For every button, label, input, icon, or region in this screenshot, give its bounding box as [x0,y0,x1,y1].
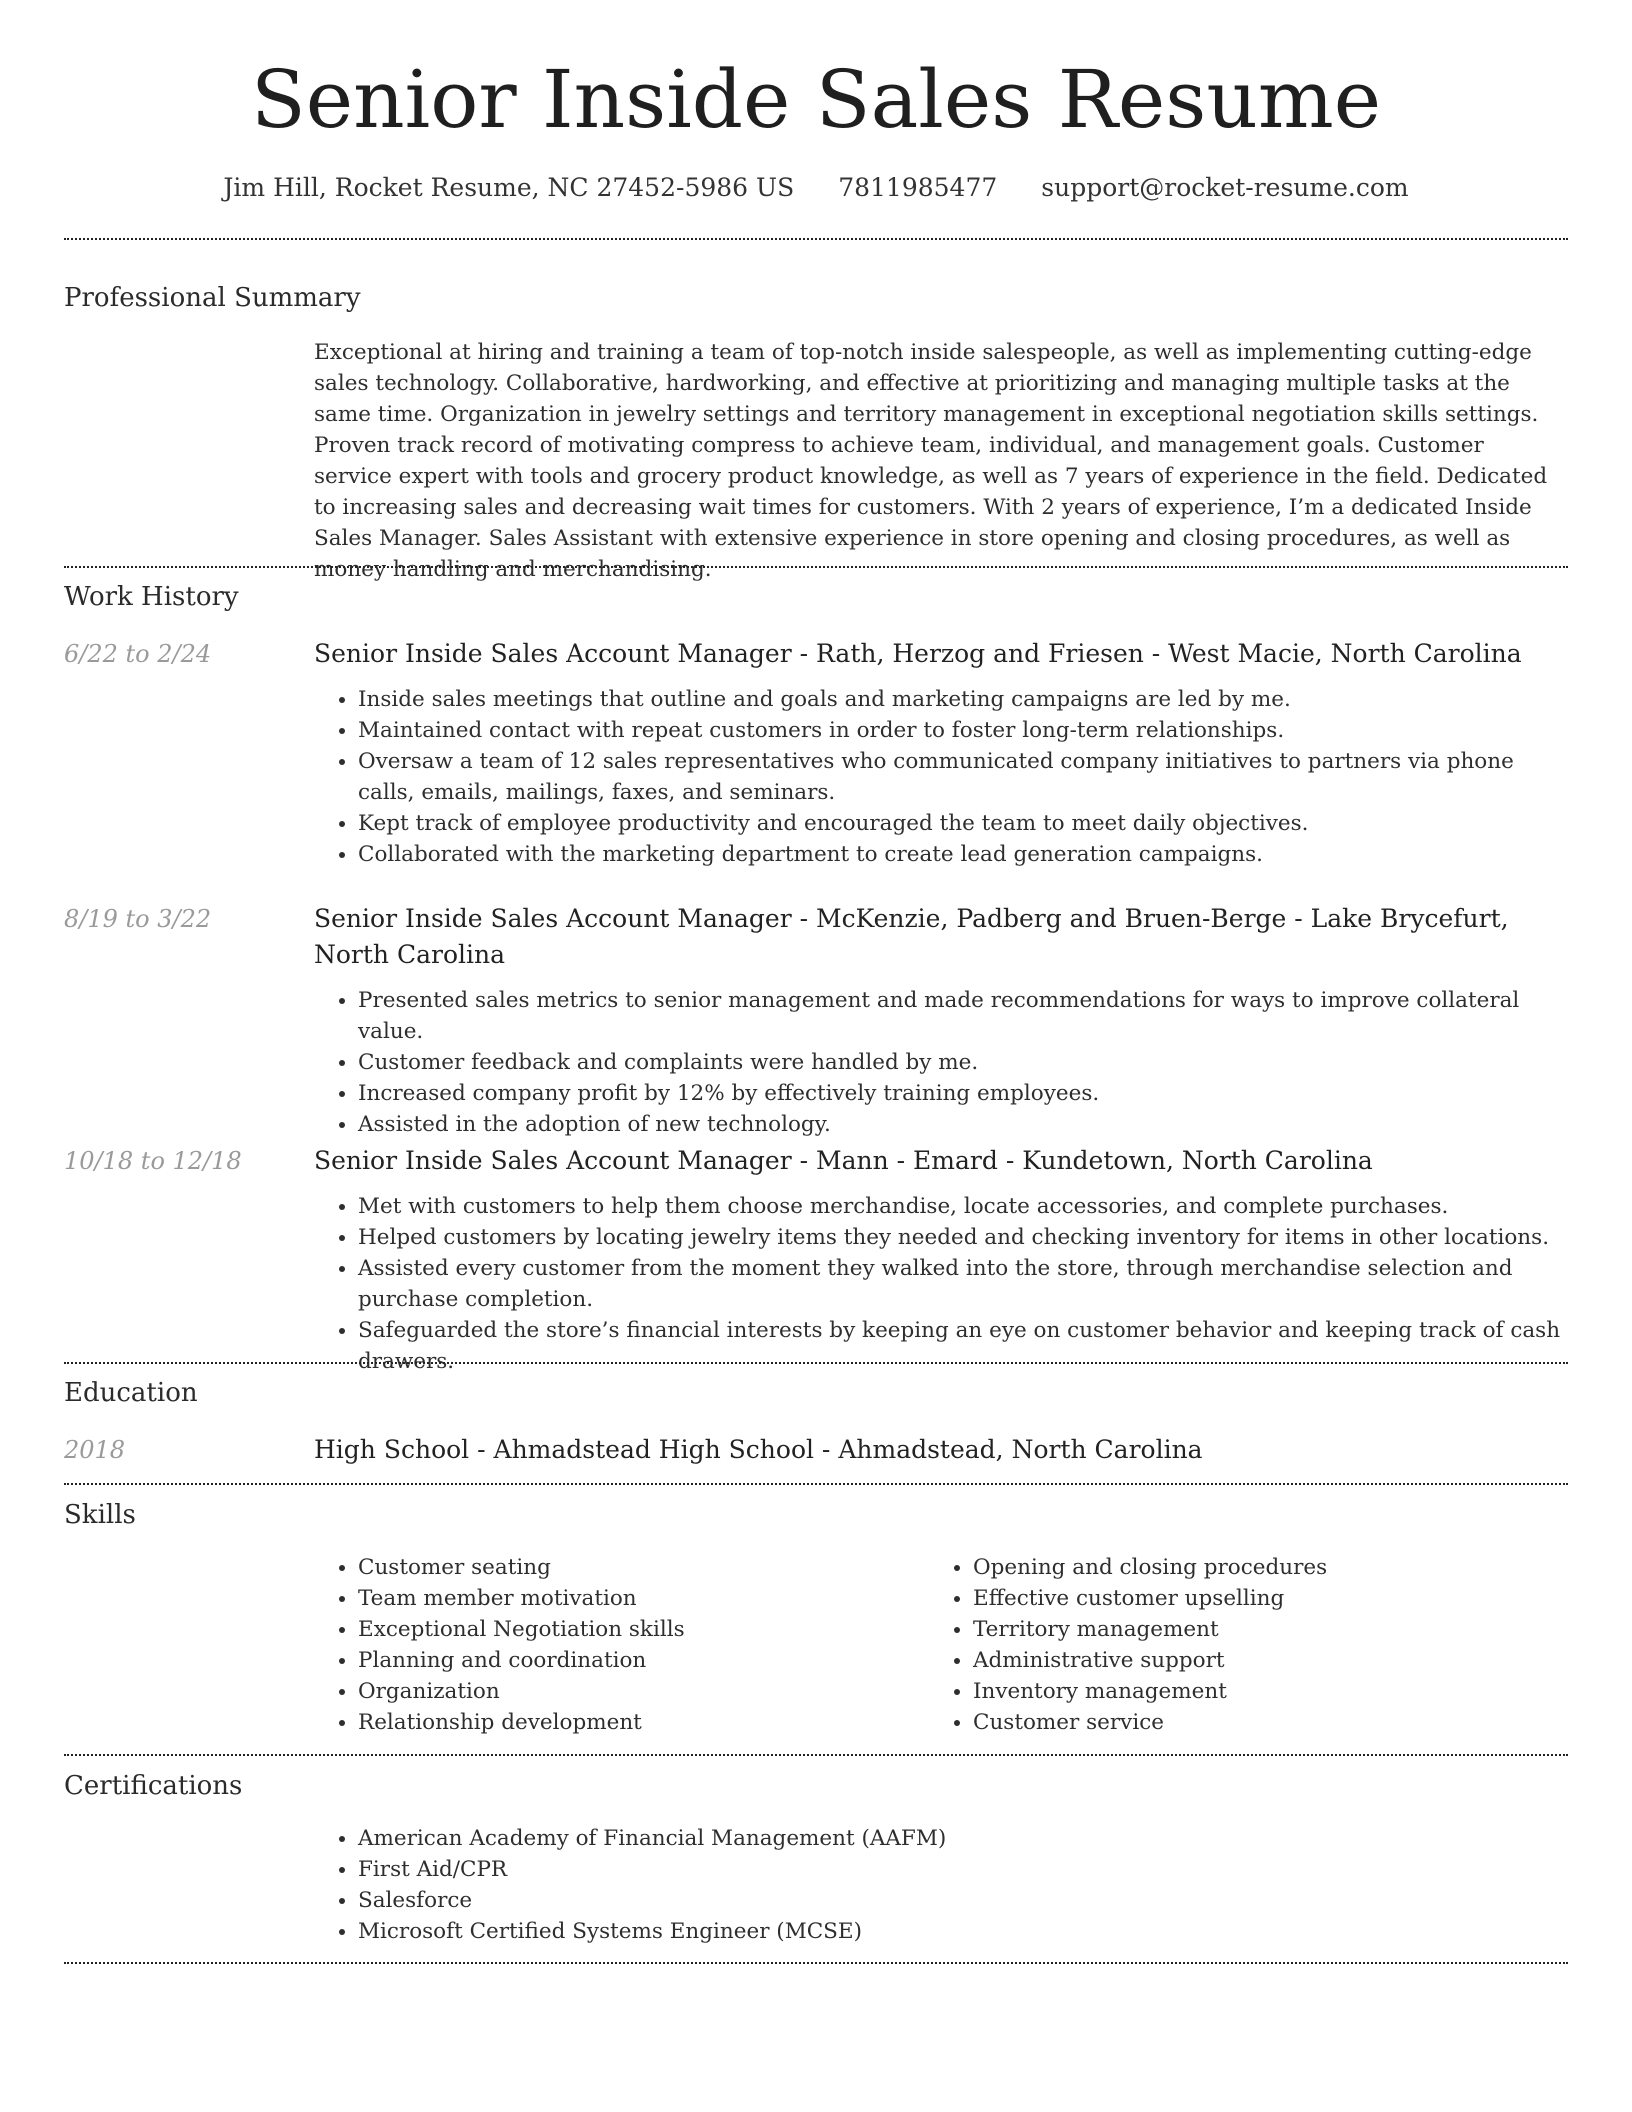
section-title-skills: Skills [64,1500,136,1530]
divider [64,238,1568,240]
list-item: • Customer feedback and complaints were handled by me. [358,1047,1568,1078]
list-item: • Increased company profit by 12% by effectively training employees. [358,1078,1568,1109]
skill-item: • Organization [358,1676,914,1707]
certification-item: • American Academy of Financial Management (AAFM) [358,1823,1568,1854]
skill-item: • Relationship development [358,1707,914,1738]
job-date: 8/19 to 3/22 [64,905,212,933]
contact-phone: 7811985477 [838,173,998,202]
job-title: Senior Inside Sales Account Manager - Rath, Herzog and Friesen - West Macie, North Carolina [314,639,1522,668]
section-title-certifications: Certifications [64,1771,243,1801]
skill-item: • Customer service [973,1707,1529,1738]
skill-item: • Inventory management [973,1676,1529,1707]
contact-address: Jim Hill, Rocket Resume, NC 27452-5986 US [223,173,795,202]
list-item: • Helped customers by locating jewelry items they needed and checking inventory for items in other locations. [358,1222,1568,1253]
skill-item: • Exceptional Negotiation skills [358,1614,914,1645]
section-title-education: Education [64,1378,198,1408]
job-entry [314,636,1568,870]
skill-item: • Customer seating [358,1552,914,1583]
contact-line [64,170,1568,206]
job-date: 6/22 to 2/24 [64,640,212,668]
list-item: • Met with customers to help them choose merchandise, locate accessories, and complete purchases. [358,1191,1568,1222]
job-title: Senior Inside Sales Account Manager - Mann - Emard - Kundetown, North Carolina [314,1146,1373,1175]
list-item: • Maintained contact with repeat customers in order to foster long-term relationships. [358,715,1568,746]
divider [64,1362,1568,1364]
divider [64,1754,1568,1756]
job-date: 10/18 to 12/18 [64,1147,242,1175]
list-item: • Assisted in the adoption of new technology. [358,1109,1568,1140]
job-bullets [314,1191,1568,1377]
list-item: • Inside sales meetings that outline and goals and marketing campaigns are led by me. [358,684,1568,715]
certification-item: • Microsoft Certified Systems Engineer (MCSE) [358,1916,1568,1947]
divider [64,1483,1568,1485]
certifications-body [314,1823,1568,1947]
skill-item: • Effective customer upselling [973,1583,1529,1614]
divider [64,1962,1568,1964]
education-entry [314,1432,1568,1468]
summary-body [314,337,1568,585]
list-item: • Presented sales metrics to senior management and made recommendations for ways to improve collateral value. [358,985,1568,1047]
list-item: • Safeguarded the store’s financial interests by keeping an eye on customer behavior and keeping track of cash drawers. [358,1315,1568,1377]
certifications-list [314,1823,1568,1947]
job-bullets [314,684,1568,870]
divider [64,566,1568,568]
list-item: • Kept track of employee productivity and encouraged the team to meet daily objectives. [358,808,1568,839]
job-entry [314,1143,1568,1377]
education-date: 2018 [64,1436,126,1464]
job-bullets [314,985,1568,1140]
skill-item: • Opening and closing procedures [973,1552,1529,1583]
skills-list-left [314,1552,914,1738]
list-item: • Assisted every customer from the moment they walked into the store, through merchandise selection and purchase completion. [358,1253,1568,1315]
section-title-work-history: Work History [64,582,239,612]
skills-list-right [929,1552,1529,1738]
job-title: Senior Inside Sales Account Manager - McKenzie, Padberg and Bruen-Berge - Lake Brycefurt, North Carolina [314,904,1509,969]
certification-item: • Salesforce [358,1885,1568,1916]
skills-column-left [314,1552,914,1738]
list-item: • Oversaw a team of 12 sales representatives who communicated company initiatives to partners via phone calls, emails, mailings, faxes, and seminars. [358,746,1568,808]
resume-title: Senior Inside Sales Resume [250,53,1382,146]
job-entry [314,901,1568,1140]
list-item: • Collaborated with the marketing department to create lead generation campaigns. [358,839,1568,870]
contact-email[interactable]: support@rocket-resume.com [1041,173,1409,202]
skill-item: • Team member motivation [358,1583,914,1614]
summary-text: Exceptional at hiring and training a team of top-notch inside salespeople, as well as implementing cutting-edge sales technology. Collaborative, hardworking, and effective at prioritizing and managing multiple tasks at the same time. Organization in jewelry settings and territory management in exceptional negotiation skills settings. Proven track record of motivating compress to achieve team, individual, and management goals. Customer service expert with tools and grocery product knowledge, as well as 7 years of experience in the field. Dedicated to increasing sales and decreasing wait times for customers. With 2 years of experience, I’m a dedicated Inside Sales Manager. Sales Assistant with extensive experience in store opening and closing procedures, as well as money handling and merchandising. [314,340,1548,582]
skill-item: • Administrative support [973,1645,1529,1676]
education-title: High School - Ahmadstead High School - Ahmadstead, North Carolina [314,1435,1203,1464]
section-title-summary: Professional Summary [64,283,361,313]
skill-item: • Planning and coordination [358,1645,914,1676]
certification-item: • First Aid/CPR [358,1854,1568,1885]
skill-item: • Territory management [973,1614,1529,1645]
skills-column-right [929,1552,1529,1738]
